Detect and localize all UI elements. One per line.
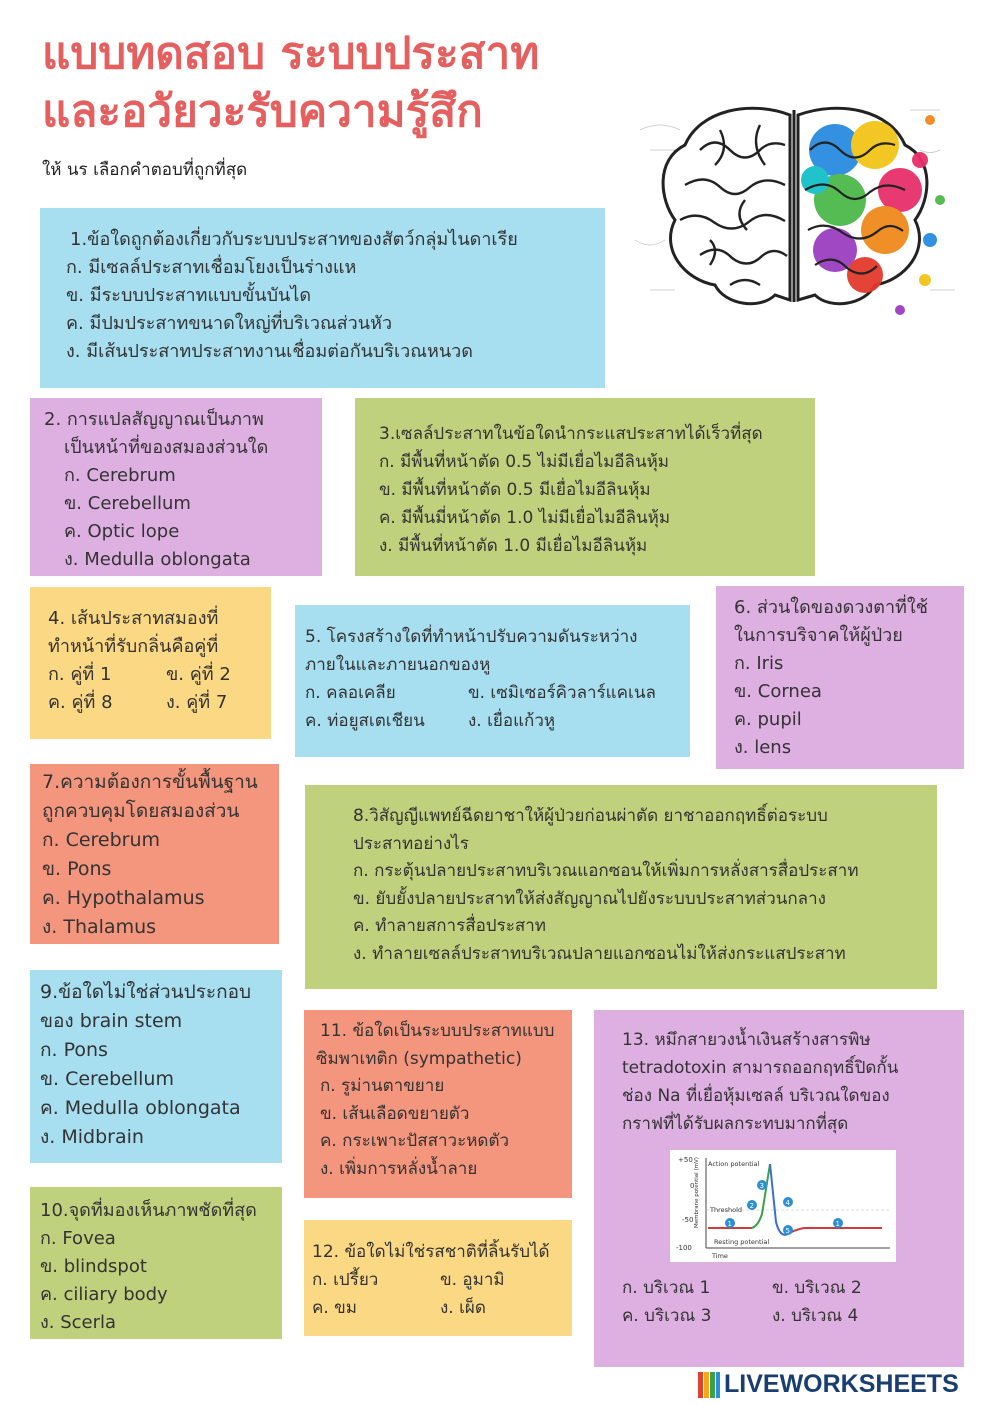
option-c[interactable]: ค. Hypothalamus — [42, 887, 205, 909]
option-c[interactable]: ค. มีพื้นมี่หน้าตัด 1.0 ไม่มีเยื่อไมอีลินหุ้ม — [379, 508, 671, 528]
question-8-text-line1: 8.วิสัญญีแพทย์ฉีดยาชาให้ผู้ป่วยก่อนผ่าตัด ยาชาออกฤทธิ์ต่อระบบ — [353, 806, 828, 826]
option-c[interactable]: ค. pupil — [734, 709, 802, 730]
resting-potential-label: Resting potential — [714, 1238, 770, 1246]
option-c[interactable]: ค. ciliary body — [40, 1284, 168, 1305]
action-potential-graph — [670, 1150, 896, 1262]
marker-3: 3 — [759, 1182, 764, 1190]
page-title-line2: และอวัยวะรับความรู้สึก — [42, 86, 483, 137]
marker-4: 4 — [785, 1199, 790, 1207]
option-a[interactable]: ก. คลอเคลีย — [305, 683, 396, 703]
option-a[interactable]: ก. รูม่านตาขยาย — [320, 1076, 445, 1096]
option-a[interactable]: ก. มีเซลล์ประสาทเชื่อมโยงเป็นร่างแห — [66, 257, 357, 278]
option-b[interactable]: ข. เส้นเลือดขยายตัว — [320, 1103, 470, 1124]
option-a[interactable]: ก. คู่ที่ 1 — [48, 664, 112, 685]
option-a[interactable]: ก. Cerebrum — [64, 465, 176, 486]
option-a[interactable]: ก. กระตุ้นปลายประสาทบริเวณแอกซอนให้เพิ่มการหลั่งสารสื่อประสาท — [353, 861, 859, 881]
question-5-card — [295, 605, 690, 757]
question-11-text-line2: ซิมพาเทติก (sympathetic) — [316, 1048, 522, 1069]
question-7-card — [30, 764, 279, 944]
option-b[interactable]: ข. Cerebellum — [64, 493, 191, 514]
question-2-text-line2: เป็นหน้าที่ของสมองส่วนใด — [64, 437, 269, 458]
question-1-text: 1.ข้อใดถูกต้องเกี่ยวกับระบบประสาทของสัตว์กลุ่มไนดาเรีย — [70, 229, 518, 250]
question-3-text: 3.เซลล์ประสาทในข้อใดนำกระแสประสาทได้เร็วที่สุด — [379, 424, 763, 444]
option-a[interactable]: ก. Iris — [734, 653, 784, 674]
instruction: ให้ นร เลือกคำตอบที่ถูกที่สุด — [42, 160, 248, 180]
question-12-card — [304, 1220, 572, 1336]
marker-1-right: 1 — [835, 1220, 840, 1228]
question-10-text: 10.จุดที่มองเห็นภาพชัดที่สุด — [40, 1200, 257, 1221]
option-d[interactable]: ง. มีเส้นประสาทประสาทงานเชื่อมต่อกันบริเวณหนวด — [66, 341, 473, 362]
question-6-text-line1: 6. ส่วนใดของดวงตาที่ใช้ — [734, 597, 928, 618]
marker-1-left: 1 — [727, 1220, 732, 1228]
option-b[interactable]: ข. มีระบบประสาทแบบขั้นบันได — [66, 285, 312, 306]
option-c[interactable]: ค. Medulla oblongata — [40, 1097, 241, 1119]
question-13-text-line4: กราฟที่ได้รับผลกระทบมากที่สุด — [622, 1114, 849, 1134]
question-9-card — [30, 970, 282, 1163]
option-d[interactable]: ง. เยื่อแก้วหู — [468, 711, 556, 731]
option-b[interactable]: ข. คู่ที่ 2 — [166, 664, 231, 685]
question-13-text-line1: 13. หมึกสายวงน้ำเงินสร้างสารพิษ — [622, 1030, 871, 1050]
option-b[interactable]: ข. เซมิเซอร์คิวลาร์แคเนล — [468, 683, 656, 703]
option-d[interactable]: ง. ทำลายเซลล์ประสาทบริเวณปลายแอกซอนไม่ให้ส่งกระแสประสาท — [353, 943, 846, 964]
question-4-card — [30, 587, 271, 739]
option-c[interactable]: ค. คู่ที่ 8 — [48, 692, 113, 713]
question-2-text-line1: 2. การแปลสัญญาณเป็นภาพ — [44, 409, 264, 430]
question-5-text-line1: 5. โครงสร้างใดที่ทำหน้าปรับความดันระหว่าง — [305, 627, 638, 647]
question-2-card — [30, 398, 322, 576]
question-10-card — [30, 1187, 282, 1339]
option-a[interactable]: ก. มีพื้นที่หน้าตัด 0.5 ไม่มีเยื่อไมอีลินหุ้ม — [379, 452, 669, 472]
question-3-card — [355, 398, 815, 576]
option-c[interactable]: ค. ท่อยูสเตเชียน — [305, 711, 425, 731]
question-4-text-line2: ทำหน้าที่รับกลิ่นคือคู่ที่ — [48, 636, 219, 657]
question-13-text-line2: tetradotoxin สามารถออกฤทธิ์ปิดกั้น — [622, 1058, 899, 1078]
y-tick-minus100: -100 — [676, 1244, 692, 1252]
option-d[interactable]: ง. คู่ที่ 7 — [166, 692, 228, 713]
x-axis-label: Time — [712, 1252, 728, 1260]
threshold-label: Threshold — [710, 1206, 743, 1214]
option-c[interactable]: ค. มีปมประสาทขนาดใหญ่ที่บริเวณส่วนหัว — [66, 313, 393, 334]
question-9-text-line1: 9.ข้อใดไม่ใช่ส่วนประกอบ — [40, 981, 252, 1003]
option-d[interactable]: ง. Scerla — [40, 1312, 117, 1333]
question-7-text-line2: ถูกควบคุมโดยสมองส่วน — [42, 800, 240, 822]
option-c[interactable]: ค. ทำลายสการสื่อประสาท — [353, 916, 546, 936]
marker-2: 2 — [749, 1202, 754, 1210]
question-1-card — [40, 208, 605, 388]
option-a[interactable]: ก. Pons — [40, 1039, 108, 1061]
marker-5: 5 — [785, 1227, 790, 1235]
option-c[interactable]: ค. ขม — [312, 1298, 358, 1318]
question-12-text: 12. ข้อใดไม่ใช่รสชาติที่ลิ้นรับได้ — [312, 1242, 550, 1262]
option-b[interactable]: ข. Cerebellum — [40, 1068, 174, 1090]
question-11-text-line1: 11. ข้อใดเป็นระบบประสาทแบบ — [320, 1021, 555, 1041]
option-c[interactable]: ค. กระเพาะปัสสาวะหดตัว — [320, 1131, 510, 1151]
y-axis-label: Membrane potential (mV) — [694, 1157, 700, 1228]
question-11-card — [304, 1010, 572, 1198]
option-b[interactable]: ข. ยับยั้งปลายประสาทให้ส่งสัญญาณไปยังระบบประสาทส่วนกลาง — [353, 888, 826, 909]
option-d[interactable]: ง. เพิ่มการหลั่งน้ำลาย — [320, 1158, 478, 1179]
option-d[interactable]: ง. lens — [734, 737, 792, 758]
option-b[interactable]: ข. Cornea — [734, 681, 822, 702]
option-a[interactable]: ก. บริเวณ 1 — [622, 1278, 711, 1298]
option-c[interactable]: ค. Optic lope — [64, 521, 180, 542]
option-b[interactable]: ข. มีพื้นที่หน้าตัด 0.5 มีเยื่อไมอีลินหุ้ม — [379, 480, 651, 500]
y-tick-minus50: -50 — [682, 1216, 694, 1224]
y-tick-plus50: +50 — [678, 1156, 693, 1164]
option-a[interactable]: ก. Cerebrum — [42, 829, 161, 851]
y-tick-0: 0 — [690, 1182, 695, 1190]
option-d[interactable]: ง. Thalamus — [42, 916, 157, 938]
brain-illustration — [630, 90, 960, 330]
option-d[interactable]: ง. Midbrain — [40, 1126, 144, 1148]
option-b[interactable]: ข. Pons — [42, 858, 112, 880]
option-a[interactable]: ก. Fovea — [40, 1228, 116, 1249]
question-8-card — [305, 785, 937, 989]
question-7-text-line1: 7.ความต้องการขั้นพื้นฐาน — [42, 771, 258, 793]
option-b[interactable]: ข. บริเวณ 2 — [772, 1278, 862, 1298]
page-title-line1: แบบทดสอบ ระบบประสาท — [42, 28, 540, 79]
option-d[interactable]: ง. บริเวณ 4 — [772, 1306, 859, 1326]
question-8-text-line2: ประสาทอย่างไร — [353, 833, 469, 854]
question-13-card — [594, 1010, 964, 1367]
option-d[interactable]: ง. Medulla oblongata — [64, 549, 251, 570]
question-6-text-line2: ในการบริจาคให้ผู้ป่วย — [734, 625, 903, 646]
question-5-text-line2: ภายในและภายนอกของหู — [305, 655, 491, 675]
question-9-text-line2: ของ brain stem — [40, 1010, 183, 1032]
question-13-text-line3: ช่อง Na ที่เยื่อหุ้มเซลล์ บริเวณใดของ — [622, 1086, 890, 1106]
option-c[interactable]: ค. บริเวณ 3 — [622, 1306, 712, 1326]
option-b[interactable]: ข. blindspot — [40, 1256, 147, 1277]
option-d[interactable]: ง. เผ็ด — [440, 1298, 486, 1318]
question-4-text-line1: 4. เส้นประสาทสมองที่ — [48, 608, 219, 629]
option-d[interactable]: ง. มีพื้นที่หน้าตัด 1.0 มีเยื่อไมอีลินหุ้ม — [379, 536, 648, 556]
question-6-card — [716, 586, 964, 769]
action-potential-label: Action potential — [708, 1160, 760, 1168]
liveworksheets-logo[interactable] — [698, 1368, 998, 1402]
option-b[interactable]: ข. อูมามิ — [440, 1270, 505, 1290]
liveworksheets-icon — [698, 1372, 720, 1398]
brand-name: LIVEWORKSHEETS — [724, 1370, 959, 1398]
option-a[interactable]: ก. เปรี้ยว — [312, 1270, 379, 1290]
